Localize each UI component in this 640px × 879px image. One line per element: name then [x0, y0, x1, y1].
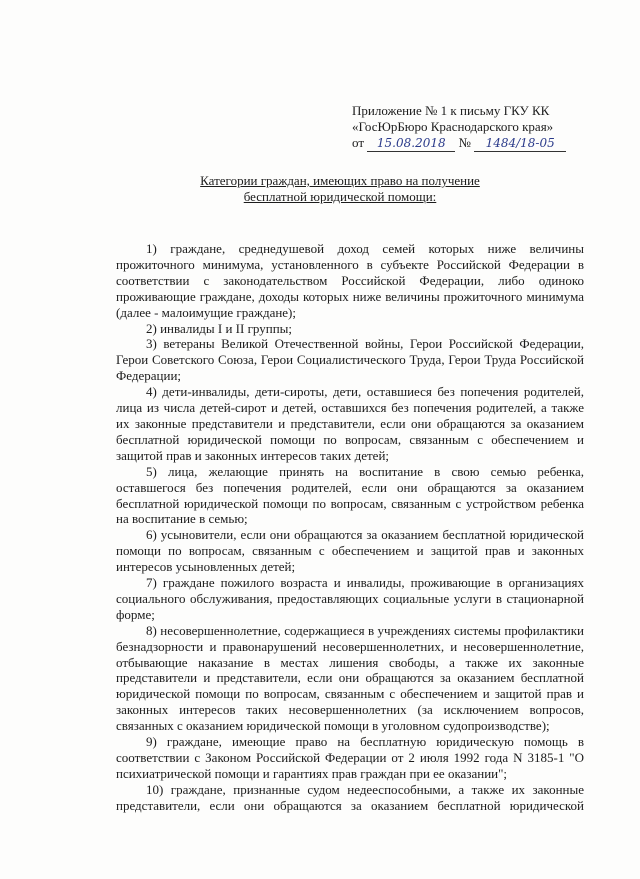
header-date-line [352, 135, 582, 152]
list-item: 3) ветераны Великой Отечественной войны, Герои Российской Федерации, Герои Советского Союза, Герои Социалистического Труда, Герои Труда Российской Федерации; [116, 336, 584, 384]
list-item: 1) граждане, среднедушевой доход семей которых ниже величины прожиточного минимума, установленного в субъекте Российской Федерации в соответствии с законодательством Российской Федерации, либо одиноко проживающие граждане, доходы которых ниже величины прожиточного минимума (далее - малоимущие граждане); [116, 241, 584, 320]
title-line-1: Категории граждан, имеющих право на получение [200, 173, 480, 188]
list-item: 7) граждане пожилого возраста и инвалиды, проживающие в организациях социального обслуживания, предоставляющих социальные услуги в стационарной форме; [116, 575, 584, 622]
list-item: 8) несовершеннолетние, содержащиеся в учреждениях системы профилактики безнадзорности и правонарушений несовершеннолетних, и несовершеннолетние, отбывающие наказание в местах лишения свободы, а также их законные представители и представители, если они обращаются за оказанием бесплатной юридической помощи по вопросам, связанным с обеспечением и защитой прав и законных интересов таких несовершеннолетних (за исключением вопросов, связанных с оказанием юридической помощи в уголовном судопроизводстве); [116, 622, 584, 734]
from-label: от [352, 135, 365, 150]
handwritten-number: 1484/18-05 [474, 135, 566, 152]
number-label: № [458, 135, 471, 150]
list-item: 10) граждане, признанные судом недееспособными, а также их законные представители, если они обращаются за оказанием бесплатной юридической [116, 781, 584, 813]
list-item: 6) усыновители, если они обращаются за оказанием бесплатной юридической помощи по вопросам, связанным с обеспечением и защитой прав и законных интересов усыновленных детей; [116, 527, 584, 575]
document-body [116, 241, 584, 814]
handwritten-date: 15.08.2018 [367, 135, 455, 152]
list-item: 4) дети-инвалиды, дети-сироты, дети, оставшиеся без попечения родителей, лица из числа детей-сирот и детей, оставшихся без попечения родителей, а также их законные представители и представители, если они обращаются за оказанием бесплатной юридической помощи по вопросам, связанным с обеспечением и защитой прав и законных интересов таких детей; [116, 384, 584, 463]
appendix-header [352, 103, 582, 152]
header-line-1: Приложение № 1 к письму ГКУ КК [352, 103, 550, 118]
list-item: 9) граждане, имеющие право на бесплатную юридическую помощь в соответствии с Законом Российской Федерации от 2 июля 1992 года N 3185-1 "О психиатрической помощи и гарантиях прав граждан при ее оказании"; [116, 734, 584, 781]
title-line-2: бесплатной юридической помощи: [243, 189, 437, 204]
document-title [150, 173, 530, 205]
list-item: 5) лица, желающие принять на воспитание в свою семью ребенка, оставшегося без попечения родителей, если они обращаются за оказанием бесплатной юридической помощи по вопросам, связанным с устройством ребенка на воспитание в семью; [116, 463, 584, 527]
header-line-2: «ГосЮрБюро Краснодарского края» [352, 119, 554, 134]
list-item: 2) инвалиды I и II группы; [146, 320, 293, 336]
